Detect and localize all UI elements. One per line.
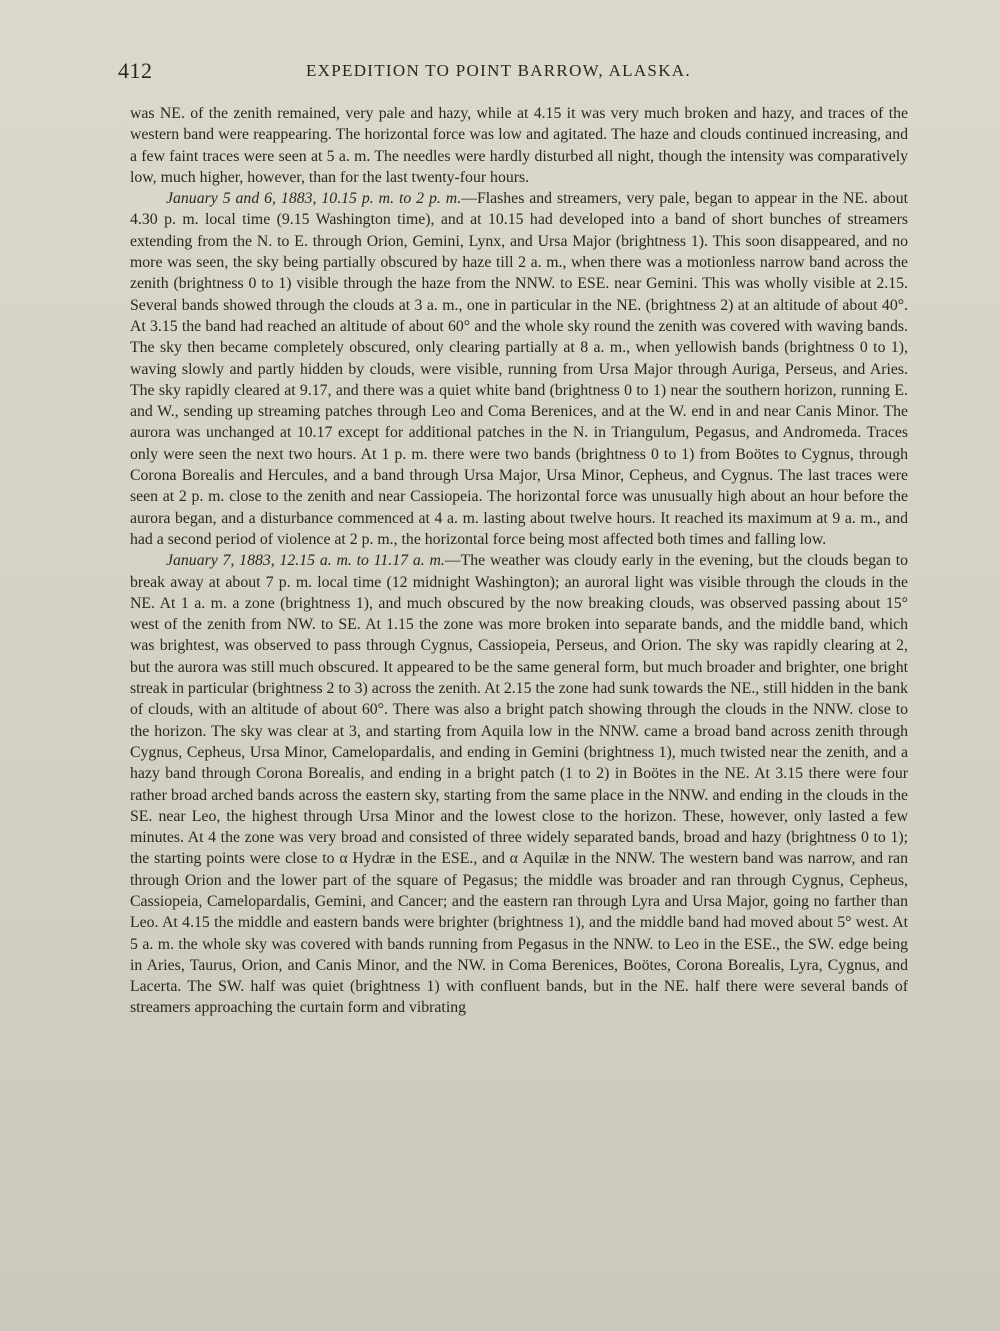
paragraph-text: —The weather was cloudy early in the evening, but the clouds began to break away at about 7 p. m. local time (12 midnight Washington); an auroral light was visible through the clouds in the NE. At 1 a. m. a zone (brightness 1), and much obscured by the now breaking clouds, was observed passing about 15° west of the zenith from NW. to SE. At 1.15 the zone was more broken into separate bands, and the middle band, which was brightest, was observed to pass through Cygnus, Cassiopeia, Perseus, and Orion. The sky was rapidly clearing at 2, but the aurora was still much obscured. It appeared to be the same general form, but much broader and brighter, one bright streak in particular (brightness 2 to 3) across the zenith. At 2.15 the zone had sunk towards the NE., still hidden in the bank of clouds, with an altitude of about 60°. There was also a bright patch showing through the clouds in the NNW. close to the horizon. The sky was clear at 3, and starting from Aquila low in the NNW. came a broad band across zenith through Cygnus, Cepheus, Ursa Minor, Camelopardalis, and ending in Gemini (brightness 1), much twisted near the zenith, and a hazy band through Corona Borealis, and ending in a bright patch (1 to 2) in Boötes in the NE. At 3.15 there were four rather broad arched bands across the eastern sky, starting from the same place in the NNW. and ending in the clouds in the SE. near Leo, the highest through Ursa Minor and the lowest close to the horizon. These, however, only lasted a few minutes. At 4 the zone was very broad and consisted of three widely separated bands, broad and hazy (brightness 0 to 1); the starting points were close to α Hydræ in the ESE., and α Aquilæ in the NNW. The western band was narrow, and ran through Orion and the lower part of the square of Pegasus; the middle was broader and ran through Cygnus, Cepheus, Cassiopeia, Camelopardalis, Gemini, and Cancer; and the eastern ran through Lyra and Ursa Major, going no farther than Leo. At 4.15 the middle and eastern bands were brighter (brightness 1), and the middle band had moved about 5° west. At 5 a. m. the whole sky was covered with bands running from Pegasus in the NNW. to Leo in the ESE., the SW. edge being in Aries, Taurus, Orion, and Canis Minor, and the NW. in Coma Berenices, Boötes, Corona Borealis, Lyra, Cygnus, and Lacerta. The SW. half was quiet (brightness 1) with confluent bands, but in the NE. half there were several bands of streamers approaching the curtain form and vibrating: [130, 552, 908, 1017]
paragraph-january-5-6: [130, 188, 908, 550]
paragraph-text: —Flashes and streamers, very pale, began to appear in the NE. about 4.30 p. m. local time (9.15 Washington time), and at 10.15 had developed into a band of short bunches of streamers extending from the N. to E. through Orion, Gemini, Lynx, and Ursa Major (brightness 1). This soon disappeared, and no more was seen, the sky being partially obscured by haze till 2 a. m., when there was a motionless narrow band across the zenith (brightness 0 to 1) visible through the haze from the NNW. to ESE. near Gemini. This was wholly visible at 2.15. Several bands showed through the clouds at 3 a. m., one in particular in the NE. (brightness 2) at an altitude of about 40°. At 3.15 the band had reached an altitude of about 60° and the whole sky round the zenith was covered with waving bands. The sky then became completely obscured, only clearing partially at 8 a. m., when yellowish bands (brightness 0 to 1), waving slowly and partly hidden by clouds, were visible, running from Ursa Major through Auriga, Perseus, and Aries. The sky rapidly cleared at 9.17, and there was a quiet white band (brightness 0 to 1) near the southern horizon, running E. and W., sending up streaming patches through Leo and Coma Berenices, and at the W. end in and near Canis Minor. The aurora was unchanged at 10.17 except for additional patches in the N. in Triangulum, Pegasus, and Andromeda. Traces only were seen the next two hours. At 1 p. m. there were two bands (brightness 0 to 1) from Boötes to Cygnus, through Corona Borealis and Hercules, and a band through Ursa Major, Ursa Minor, Cepheus, and Cygnus. The last traces were seen at 2 p. m. close to the zenith and near Cassiopeia. The horizontal force was unusually high about an hour before the aurora began, and a disturbance commenced at 4 a. m. lasting about twelve hours. It reached its maximum at 9 a. m., and had a second period of violence at 2 p. m., the horizontal force being most affected both times and falling low.: [130, 190, 908, 548]
page-header: [118, 58, 908, 88]
entry-date-heading: January 7, 1883, 12.15 a. m. to 11.17 a. m.: [166, 552, 445, 570]
paragraph-january-7: [130, 550, 908, 1019]
entry-date-heading: January 5 and 6, 1883, 10.15 p. m. to 2 p. m.: [166, 190, 462, 208]
body-text: [130, 103, 908, 1019]
running-title: EXPEDITION TO POINT BARROW, ALASKA.: [306, 61, 691, 80]
paragraph-continuation: [130, 103, 908, 188]
page-number: 412: [118, 58, 153, 83]
paragraph-text: was NE. of the zenith remained, very pale and hazy, while at 4.15 it was very much broken and hazy, and traces of the western band were reappearing. The horizontal force was low and agitated. The haze and clouds continued increasing, and a few faint traces were seen at 5 a. m. The needles were hardly disturbed all night, though the intensity was comparatively low, much higher, however, than for the last twenty-four hours.: [130, 105, 908, 186]
